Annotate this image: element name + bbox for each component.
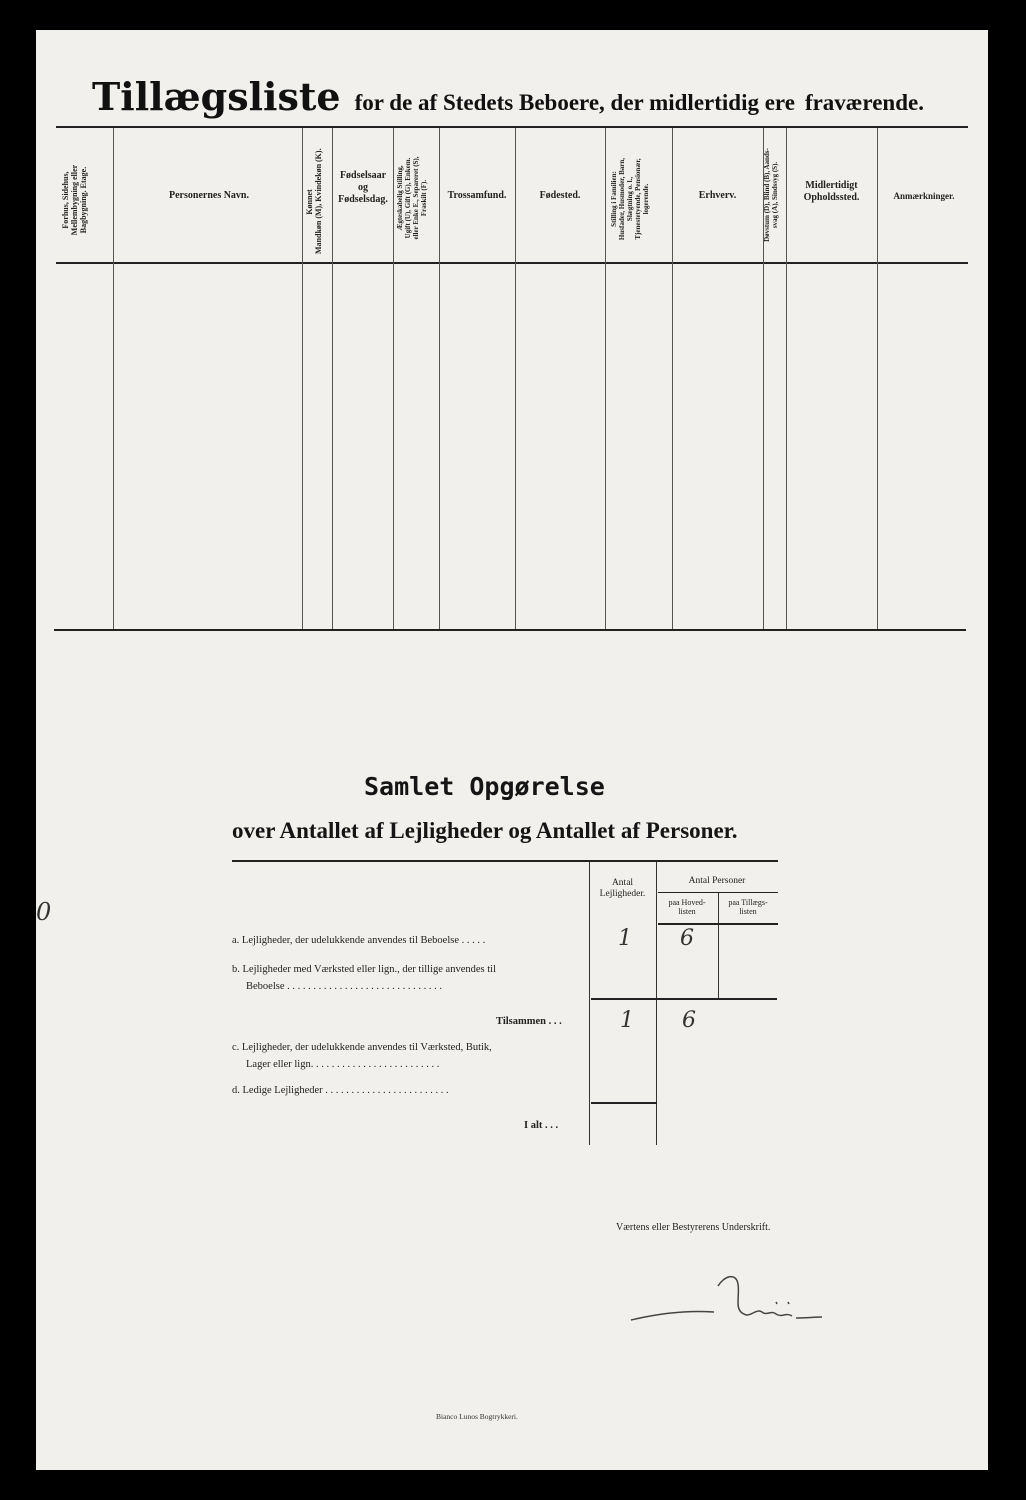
col-antal-personer: Antal Personer [688, 876, 746, 886]
hand-a-lejligheder: 1 [618, 926, 632, 951]
title-rest: for de af Stedets Beboere, der midlertidig ere [354, 90, 795, 115]
table-top-rule [56, 126, 968, 128]
col-antal-lejligheder: Antal Lejligheder. [599, 878, 646, 899]
row-tilsammen-label: Tilsammen . . . [496, 1016, 562, 1027]
row-b-label-2: Beboelse . . . . . . . . . . . . . . . . . . . . . . . . . . . . . . [246, 981, 442, 992]
summary-subheading: over Antallet af Lejligheder og Antallet af Personer. [232, 818, 738, 843]
row-b-label-1: b. Lejligheder med Værksted eller lign., der tillige anvendes til [232, 964, 496, 975]
header-birthplace: Fødested. [539, 190, 581, 201]
printer-imprint: Bianco Lunos Bogtrykkeri. [436, 1412, 518, 1421]
header-family-position: Stilling i Familien: Husfader, Husmoder, Barn, Slægtning o. l., Tjenestetyende, Pensionær, logerende. [610, 157, 650, 241]
title-main: Tillægsliste [92, 74, 341, 119]
row-a-label: a. Lejligheder, der udelukkende anvendes til Beboelse . . . . . [232, 935, 486, 946]
hand-tilsammen-personer: 6 [682, 1008, 696, 1033]
header-sex: Kønnet Mandkøn (M), Kvindekøn (K). [305, 148, 323, 254]
title-emphasis: fraværende. [804, 90, 924, 115]
header-building-floor: Forhus, Sidehus, Mellembygning eller Bagbygning. Etage. [61, 164, 88, 236]
hand-tilsammen-lejligheder: 1 [620, 1008, 634, 1033]
header-temp-residence: Midlertidigt Opholdssted. [803, 180, 860, 203]
hand-a-personer: 6 [680, 926, 694, 951]
header-occupation: Erhverv. [698, 190, 737, 201]
row-ialt-label: I alt . . . [524, 1120, 559, 1131]
margin-mark: 0 [36, 898, 52, 926]
header-marital: Ægteskabelig Stilling, Ugift (U), Gift (G), Enkem. eller Enke E., Separeret (S), Fraskilt (F). [396, 156, 428, 240]
summary-top-rule [232, 860, 778, 862]
row-c-label-1: c. Lejligheder, der udelukkende anvendes til Værksted, Butik, [232, 1042, 492, 1053]
signature-label: Værtens eller Bestyrerens Underskrift. [616, 1222, 771, 1233]
header-religion: Trossamfund. [447, 190, 507, 201]
header-disability: Døvstum (D), Blind (B), Aands- svag (A), Sindssyg (S). [763, 148, 779, 242]
header-name: Personernes Navn. [169, 190, 249, 201]
header-birth: Fødselsaar og Fødselsdag. [338, 170, 388, 205]
table-header-rule [56, 262, 968, 264]
census-form-page [36, 30, 988, 1470]
form-title [92, 74, 924, 119]
table-bottom-rule [54, 629, 966, 631]
row-d-label: d. Ledige Lejligheder . . . . . . . . . . . . . . . . . . . . . . . . [232, 1085, 449, 1096]
col-hovedlisten: paa Hoved- listen [668, 898, 706, 916]
row-c-label-2: Lager eller lign. . . . . . . . . . . . . . . . . . . . . . . . . [246, 1059, 440, 1070]
summary-heading: Samlet Opgørelse [364, 772, 605, 801]
signature-scribble [626, 1262, 826, 1332]
col-tillaegslisten: paa Tillægs- listen [728, 898, 768, 916]
header-remarks: Anmærkninger. [893, 191, 955, 201]
